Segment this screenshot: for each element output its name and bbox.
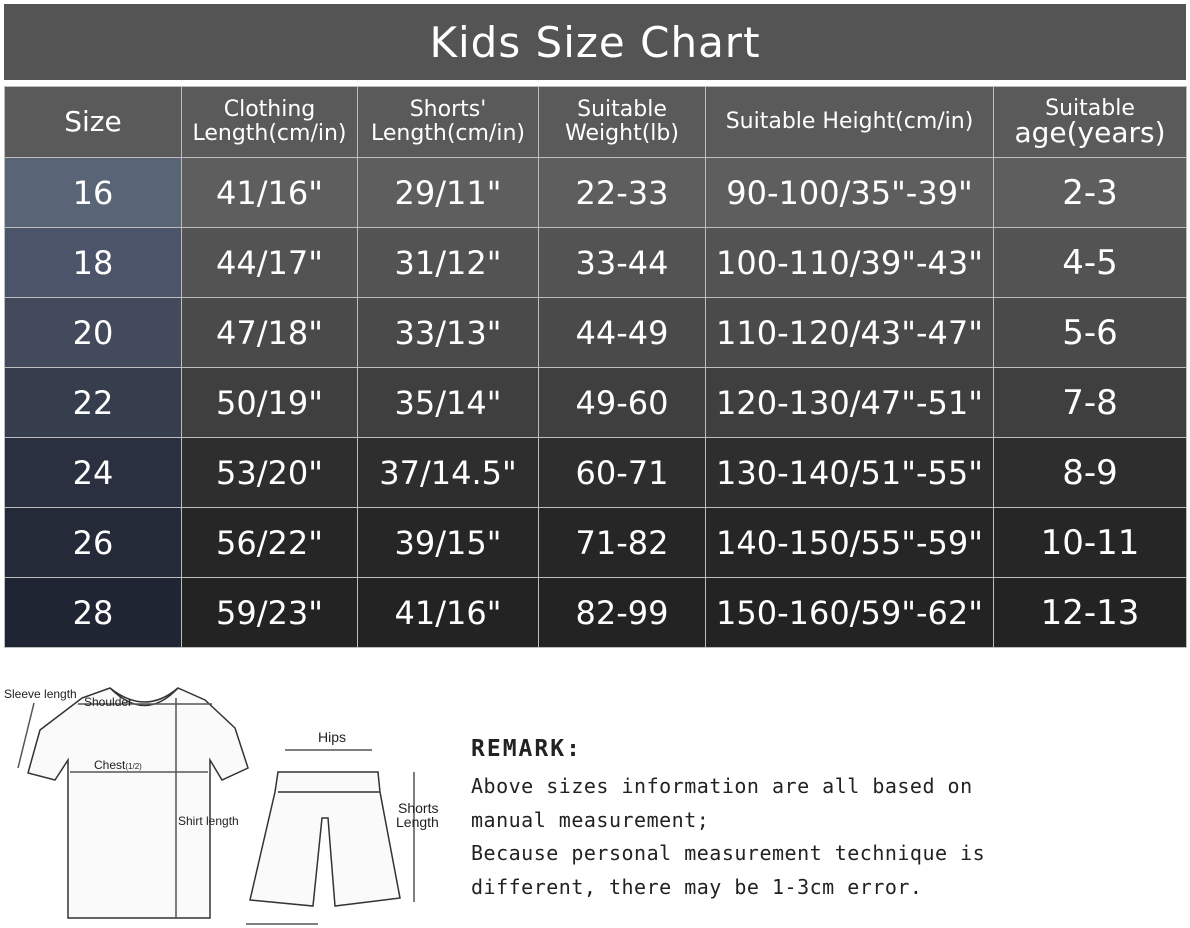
table-row [5,368,1187,438]
shorts-diagram [246,750,414,924]
cell-shorts-length: 35/14" [358,368,539,438]
cell-weight: 60-71 [539,438,706,508]
table-row [5,228,1187,298]
cell-size: 22 [5,368,182,438]
cell-age: 12-13 [994,578,1187,648]
garment-measurement-diagram [0,668,460,928]
cell-clothing-length: 56/22" [182,508,358,578]
cell-clothing-length: 44/17" [182,228,358,298]
cell-shorts-length: 29/11" [358,158,539,228]
header-weight: Suitable Weight(lb) [539,87,706,158]
cell-shorts-length: 37/14.5" [358,438,539,508]
header-height: Suitable Height(cm/in) [706,87,994,158]
cell-height: 150-160/59"-62" [706,578,994,648]
cell-clothing-length: 59/23" [182,578,358,648]
cell-weight: 82-99 [539,578,706,648]
remark-line: different, there may be 1-3cm error. [471,874,923,899]
label-shirt-length: Shirt length [178,814,239,828]
table-row [5,298,1187,368]
cell-age: 10-11 [994,508,1187,578]
cell-clothing-length: 53/20" [182,438,358,508]
cell-height: 140-150/55"-59" [706,508,994,578]
remark-line: manual measurement; [471,807,710,832]
remark-note [471,736,1091,904]
size-chart-table [4,86,1187,648]
cell-height: 130-140/51"-55" [706,438,994,508]
cell-weight: 49-60 [539,368,706,438]
remark-line: Because personal measurement technique is [471,841,986,865]
cell-age: 8-9 [994,438,1187,508]
cell-size: 26 [5,508,182,578]
label-chest: Chest(1/2) [94,758,142,772]
cell-clothing-length: 50/19" [182,368,358,438]
label-hips: Hips [318,729,347,745]
header-size: Size [5,87,182,158]
remark-line: Above sizes information are all based on [471,774,973,798]
cell-size: 24 [5,438,182,508]
cell-height: 90-100/35"-39" [706,158,994,228]
cell-clothing-length: 41/16" [182,158,358,228]
cell-weight: 22-33 [539,158,706,228]
header-age: Suitable age(years) [994,87,1187,158]
tshirt-diagram [18,688,248,918]
cell-height: 100-110/39"-43" [706,228,994,298]
cell-shorts-length: 41/16" [358,578,539,648]
table-row [5,508,1187,578]
cell-age: 2-3 [994,158,1187,228]
table-row [5,158,1187,228]
cell-size: 18 [5,228,182,298]
header-clothing-length: Clothing Length(cm/in) [182,87,358,158]
label-shoulder: Shoulder [84,695,133,709]
remark-heading: REMARK: [471,736,582,762]
cell-age: 7-8 [994,368,1187,438]
cell-weight: 44-49 [539,298,706,368]
cell-height: 120-130/47"-51" [706,368,994,438]
cell-height: 110-120/43"-47" [706,298,994,368]
cell-shorts-length: 39/15" [358,508,539,578]
label-length: Length [396,814,439,830]
table-row [5,578,1187,648]
cell-age: 4-5 [994,228,1187,298]
header-row [5,87,1187,158]
cell-clothing-length: 47/18" [182,298,358,368]
page-title: Kids Size Chart [429,17,761,67]
cell-weight: 71-82 [539,508,706,578]
cell-size: 28 [5,578,182,648]
label-sleeve-length: Sleeve length [4,687,77,701]
table-row [5,438,1187,508]
header-shorts-length: Shorts' Length(cm/in) [358,87,539,158]
cell-age: 5-6 [994,298,1187,368]
cell-shorts-length: 33/13" [358,298,539,368]
label-shorts: Shorts [398,800,439,816]
cell-shorts-length: 31/12" [358,228,539,298]
cell-weight: 33-44 [539,228,706,298]
cell-size: 16 [5,158,182,228]
cell-size: 20 [5,298,182,368]
title-bar [4,4,1186,80]
